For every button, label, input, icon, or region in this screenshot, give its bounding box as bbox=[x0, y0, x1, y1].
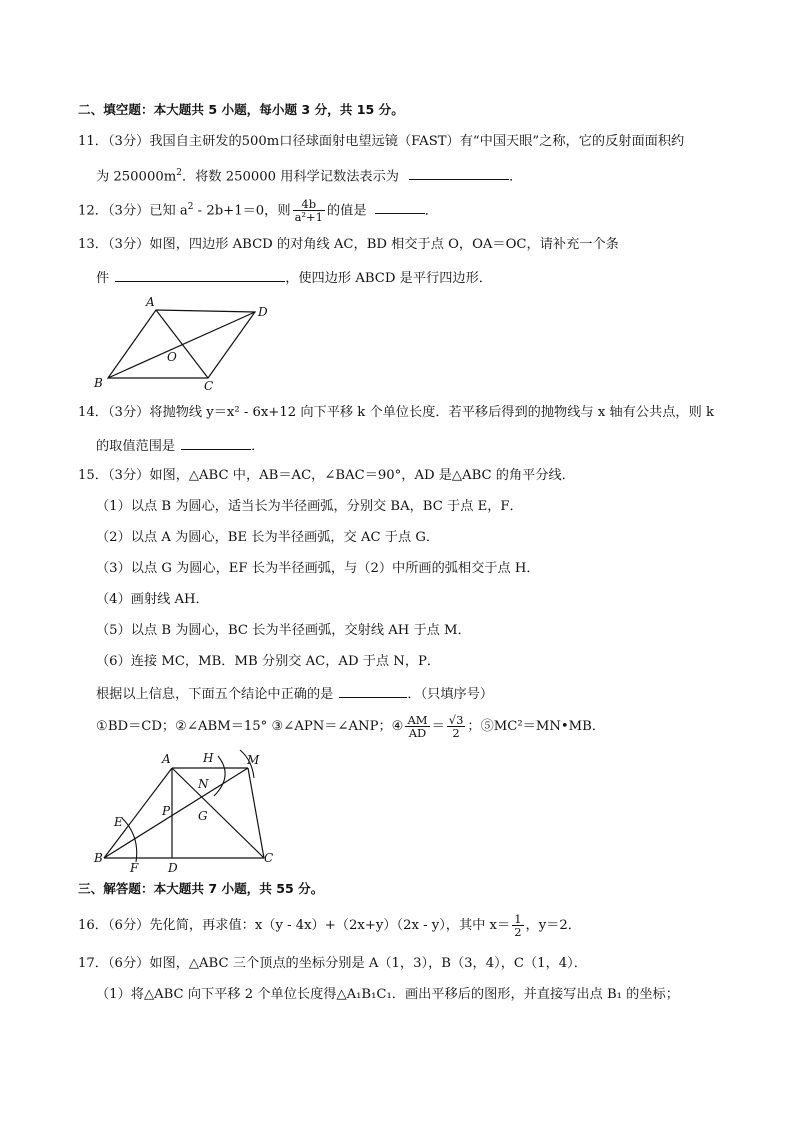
q11-answer-blank[interactable] bbox=[409, 166, 509, 180]
q17-line-1: 17．（6分）如图，△ABC 三个顶点的坐标分别是 A（1，3），B（3，4），C（1，4）． bbox=[78, 956, 587, 971]
q15-answer-blank[interactable] bbox=[339, 684, 407, 698]
q15-step-2: （2）以点 A 为圆心，BE 长为半径画弧，交 AC 于点 G． bbox=[96, 530, 440, 545]
q13-parallelogram-figure bbox=[90, 292, 280, 392]
q16-line: 16．（6分）先化简，再求值：x（y - 4x）+（2x+y）（2x - y），其中 x＝ $\frac{1}{2}$ ，y＝2． bbox=[78, 912, 581, 939]
q15-conclusions: ①BD＝CD；②∠ABM＝15° ③∠APN＝∠ANP；④ $\frac{AM}{AD}$ ＝ $\frac{√3}{2}$ ；⑤MC²＝MN•MB． bbox=[96, 713, 606, 740]
q15-prompt: 根据以上信息，下面五个结论中正确的是 ．（只填序号） bbox=[96, 684, 493, 704]
label-a: A bbox=[162, 752, 171, 766]
q15-triangle-figure bbox=[90, 748, 290, 876]
q15-step-3: （3）以点 G 为圆心，EF 长为半径画弧，与（2）中所画的弧相交于点 H． bbox=[96, 561, 540, 576]
label-o: O bbox=[167, 350, 177, 364]
q11-line-1: 11．（3分）我国自主研发的500m口径球面射电望远镜（FAST）有“中国天眼”之称，它的反射面面积约 bbox=[78, 134, 685, 149]
q13-line-2: 件 ，使四边形 ABCD 是平行四边形． bbox=[96, 268, 492, 288]
q15-step-6: （6）连接 MC，MB．MB 分别交 AC，AD 于点 N，P． bbox=[96, 654, 441, 669]
label-p: P bbox=[162, 804, 171, 818]
q15-step-4: （4）画射线 AH． bbox=[96, 592, 209, 607]
label-b: B bbox=[94, 376, 103, 390]
diagonal-ac bbox=[156, 310, 208, 378]
label-d: D bbox=[258, 305, 268, 319]
q14-line-1: 14．（3分）将抛物线 y＝x² - 6x+12 向下平移 k 个单位长度．若平移后得到的抛物线与 x 轴有公共点，则 k bbox=[78, 405, 714, 420]
label-m: M bbox=[247, 753, 260, 767]
section-3-title: 三、解答题：本大题共 7 小题，共 55 分。 bbox=[78, 881, 324, 896]
label-c: C bbox=[264, 851, 274, 865]
label-g: G bbox=[198, 809, 208, 823]
q15-line-1: 15．（3分）如图，△ABC 中，AB＝AC，∠BAC＝90°，AD 是△ABC 的角平分线． bbox=[78, 468, 575, 483]
label-h: H bbox=[203, 751, 214, 765]
q12-answer-blank[interactable] bbox=[375, 200, 425, 214]
label-f: F bbox=[130, 861, 139, 875]
q15-step-5: （5）以点 B 为圆心，BC 长为半径画弧，交射线 AH 于点 M． bbox=[96, 623, 471, 638]
label-n: N bbox=[198, 777, 209, 791]
q13-answer-blank[interactable] bbox=[115, 268, 285, 282]
q13-line-1: 13．（3分）如图，四边形 ABCD 的对角线 AC，BD 相交于点 O，OA＝OC，请补充一个条 bbox=[78, 237, 619, 252]
label-e: E bbox=[114, 815, 123, 829]
diagonal-bd bbox=[108, 312, 255, 378]
label-c: C bbox=[204, 379, 214, 392]
label-d: D bbox=[168, 861, 178, 875]
q15-step-1: （1）以点 B 为圆心，适当长为半径画弧，分别交 BA，BC 于点 E，F． bbox=[96, 499, 523, 514]
q12-line: 12．（3分）已知 $a^2 - 2b+1=0$，则 $\frac{4b}{\text{a²+1}}$ 的值是 ． bbox=[78, 197, 438, 225]
section-2-title: 二、填空题：本大题共 5 小题，每小题 3 分，共 15 分。 bbox=[78, 102, 404, 117]
arc-gh bbox=[214, 756, 225, 796]
q14-answer-blank[interactable] bbox=[181, 436, 251, 450]
q17-line-2: （1）将△ABC 向下平移 2 个单位长度得△A₁B₁C₁．画出平移后的图形，并直接写出点 B₁ 的坐标； bbox=[96, 987, 679, 1002]
label-a: A bbox=[146, 295, 155, 309]
q12-fraction: $\frac{4b}{\text{a²+1}}$ bbox=[294, 197, 323, 225]
label-b: B bbox=[94, 851, 103, 865]
q11-line-2: 为 $250000m^2$．将数 250000 用科学记数法表示为 ． bbox=[96, 168, 523, 185]
q14-line-2: 的取值范围是 ． bbox=[96, 436, 264, 456]
segment-bm bbox=[104, 768, 248, 858]
